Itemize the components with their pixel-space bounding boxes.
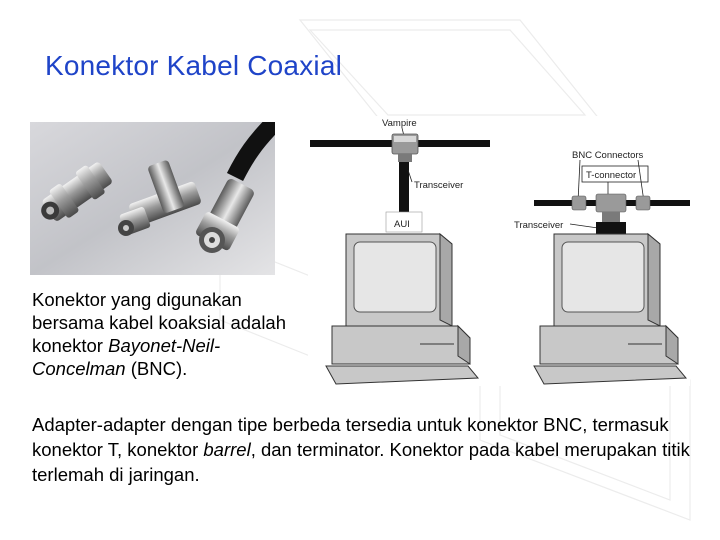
label-bnc-connectors: BNC Connectors: [572, 150, 644, 161]
body-paragraph: [32, 412, 692, 487]
bnc-connector-right: [636, 196, 650, 210]
label-t-connector: T-connector: [586, 170, 637, 181]
caption-text-2: (BNC).: [125, 358, 188, 379]
label-transceiver-right: Transceiver: [514, 220, 564, 231]
body-text-2: , dan terminator. Konektor pada kabel merupakan titik terlemah di jaringan.: [32, 439, 690, 485]
coax-connectors-photo: [30, 122, 275, 275]
page-title: Konektor Kabel Coaxial: [45, 50, 343, 81]
aui-cable: [399, 162, 409, 212]
coax-network-diagram: [308, 116, 690, 386]
label-aui: AUI: [394, 219, 410, 230]
connector-caption: [32, 288, 302, 380]
caption-italic: Bayonet-Neil- Concelman: [32, 335, 221, 379]
body-italic: barrel: [203, 439, 251, 460]
bnc-connector-left: [572, 196, 586, 210]
label-vampire: Vampire: [382, 118, 417, 129]
t-connector: [596, 194, 626, 212]
label-transceiver-left: Transceiver: [414, 180, 464, 191]
body-text-1: Adapter-adapter dengan tipe berbeda tersedia untuk konektor BNC, termasuk konektor T, konektor: [32, 414, 669, 460]
caption-text-1: Konektor yang digunakan bersama kabel koaksial adalah konektor: [32, 289, 287, 356]
